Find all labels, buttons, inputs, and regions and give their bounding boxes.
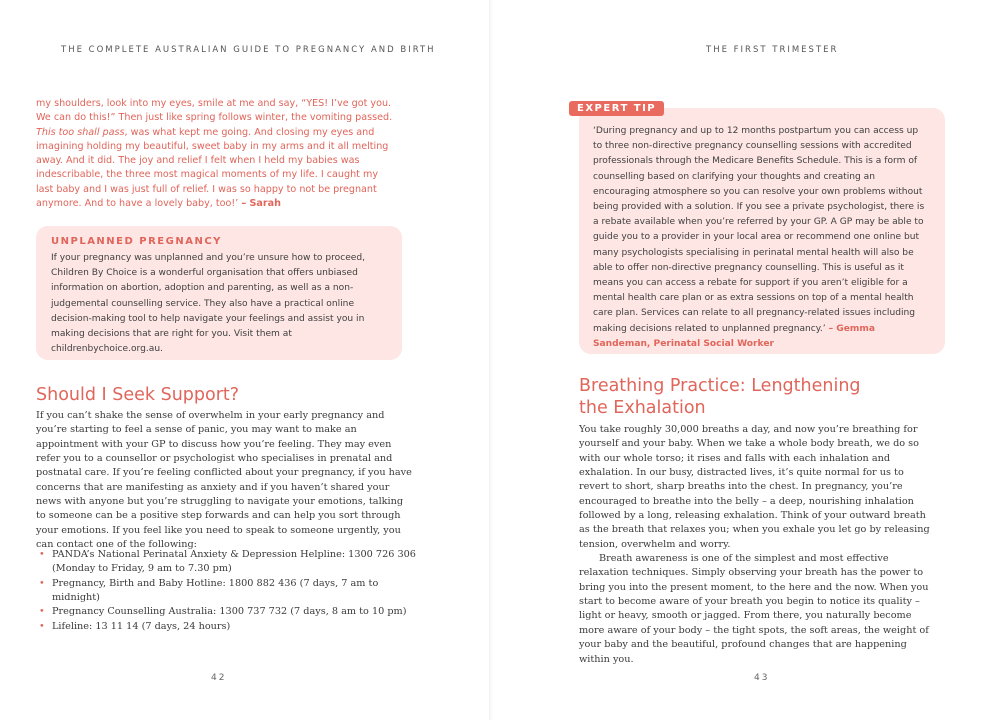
page-number-right: 43 <box>754 673 770 683</box>
bullet-icon: • <box>39 606 45 618</box>
breathing-body <box>579 423 935 667</box>
helpline-list <box>36 548 416 634</box>
breathing-paragraph-1: You take roughly 30,000 breaths a day, and now you’re breathing for yourself and your baby. When we take a whole body breath, we do so with our whole torso; it rises and falls with each inhalation and exhalation. In our busy, distracted lives, it’s quite normal for us to revert to short, sharp breaths into the chest. In pregnancy, you’re encouraged to breathe into the belly – a deep, nourishing inhalation followed by a long, releasing exhalation. Think of your outward breath as the breath that relaxes you; when you exhale you let go by releasing tension, overwhelm and worry. <box>579 424 930 550</box>
list-item <box>36 620 416 634</box>
expert-tip-label: EXPERT TIP <box>569 101 664 116</box>
expert-tip-body <box>593 124 930 352</box>
list-item <box>36 577 416 606</box>
breathing-paragraph-2: Breath awareness is one of the simplest and most effective relaxation techniques. Simply observing your breath has the power to bring you into the present moment, to the here and the now. When you start to become aware of your breath you begin to notice its quality – light or heavy, smooth or jagged. From there, you naturally become more aware of your body – the tight spots, the soft areas, the weight of your baby and the beautiful, profound changes that are happening within you. <box>579 553 929 665</box>
bullet-icon: • <box>39 549 45 560</box>
list-item <box>36 548 416 577</box>
quote-author: – Sarah <box>241 198 281 210</box>
list-item <box>36 605 416 619</box>
running-head-right: THE FIRST TRIMESTER <box>706 45 839 55</box>
quote-text-start: my shoulders, look into my eyes, smile at me and say, “YES! I’ve got you. We can do this!” Then just like spring follows winter, the vomiting passed. <box>36 98 393 124</box>
unplanned-pregnancy-title: UNPLANNED PREGNANCY <box>51 236 222 247</box>
unplanned-pregnancy-body: If your pregnancy was unplanned and you’re unsure how to proceed, Children By Choice is a wonderful organisation that offers unbiased information on abortion, adoption and parenting, as well as a non-judgemental counselling service. They also have a practical online decision-making tool to help navigate your feelings and assist you in making decisions that are right for you. Visit them at childrenbychoice.org.au. <box>51 253 366 355</box>
quote-text-italic: This too shall pass <box>36 126 125 138</box>
page-number-left: 42 <box>211 673 227 683</box>
bullet-icon: • <box>39 577 45 589</box>
helpline-text: Pregnancy, Birth and Baby Hotline: 1800 882 436 (7 days, 7 am to midnight) <box>52 577 379 604</box>
quote-text-end: , was what kept me going. And closing my eyes and imagining holding my beautiful, sweet baby in my arms and it all melting away. And it did. The joy and relief I felt when I held my babies was indescribable, the three most magical moments of my life. I caught my last baby and I was just full of relief. I was so happy to not be pregnant anymore. And to have a lovely baby, too!’ <box>36 126 389 210</box>
helpline-text: Lifeline: 13 11 14 (7 days, 24 hours) <box>52 620 231 632</box>
page-gutter <box>489 0 493 720</box>
expert-tip-text: ‘During pregnancy and up to 12 months postpartum you can access up to three non-directive pregnancy counselling sessions with accredited professionals through the Medicare Benefits Schedule. This is a form of counselling based on clarifying your thoughts and creating an encouraging atmosphere so you can resolve your own problems without being provided with a solution. If you see a private psychologist, there is a rebate available when you’re referred by your GP. A GP may be able to guide you to a provider in your local area or recommend one online but many psychologists specialising in perinatal mental health will also be able to offer non-directive pregnancy counselling. This is useful as it means you can access a rebate for support if you aren’t eligible for a mental health care plan or as extra sessions on top of a mental health care plan. Services can relate to all pregnancy-related issues including making decisions related to unplanned pregnancy.’ <box>593 126 925 334</box>
helpline-text: Pregnancy Counselling Australia: 1300 737 732 (7 days, 8 am to 10 pm) <box>52 606 407 618</box>
unplanned-pregnancy-box <box>36 226 402 360</box>
support-heading: Should I Seek Support? <box>36 385 240 405</box>
breathing-heading: Breathing Practice: Lengthening the Exhalation <box>579 376 861 418</box>
running-head-left: THE COMPLETE AUSTRALIAN GUIDE TO PREGNANCY AND BIRTH <box>61 45 436 55</box>
helpline-text: PANDA’s National Perinatal Anxiety & Depression Helpline: 1300 726 306 (Monday to Friday, 9 am to 7.30 pm) <box>52 549 416 575</box>
support-body <box>36 409 414 552</box>
support-paragraph: If you can’t shake the sense of overwhelm in your early pregnancy and you’re starting to feel a sense of panic, you may want to make an appointment with your GP to discuss how you’re feeling. They may even refer you to a counsellor or psychologist who specialises in prenatal and postnatal care. If you’re feeling conflicted about your pregnancy, if you have concerns that are manifesting as anxiety and if you haven’t shared your news with anyone but you’re struggling to navigate your emotions, talking to someone can be a positive step forwards and can help you sort through your emotions. If you feel like you need to speak to someone urgently, you can contact one of the following: <box>36 410 412 551</box>
expert-tip-author: – Gemma Sandeman, Perinatal Social Worker <box>593 323 875 349</box>
bullet-icon: • <box>39 620 45 632</box>
quote-sarah <box>36 97 396 211</box>
expert-tip-box <box>579 108 945 354</box>
